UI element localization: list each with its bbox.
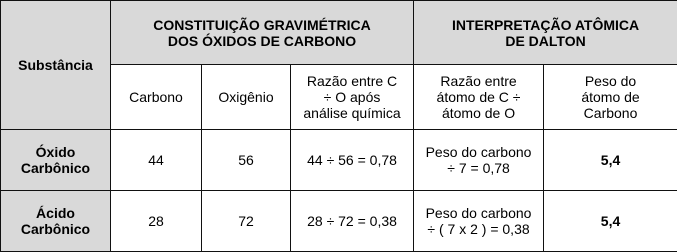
cell-razao-c-o: 28 ÷ 72 = 0,38	[291, 191, 414, 252]
group-header-constituicao: CONSTITUIÇÃO GRAVIMÉTRICA DOS ÓXIDOS DE CARBONO	[111, 1, 414, 65]
table-row	[1, 130, 677, 191]
column-header-peso-atomo: Peso do átomo de Carbono	[544, 65, 677, 130]
row-substance-acido: Ácido Carbônico	[1, 191, 111, 252]
row-substance-oxido: Óxido Carbônico	[1, 130, 111, 191]
column-header-razao-atomo: Razão entre átomo de C ÷ átomo de O	[414, 65, 544, 130]
table-row	[1, 191, 677, 252]
cell-oxigenio: 72	[202, 191, 291, 252]
group-header-interpretacao: INTERPRETAÇÃO ATÔMICA DE DALTON	[414, 1, 677, 65]
cell-peso-atomo: 5,4	[544, 191, 677, 252]
column-header-carbono: Carbono	[111, 65, 202, 130]
cell-carbono: 28	[111, 191, 202, 252]
cell-razao-atomo: Peso do carbono ÷ 7 = 0,78	[414, 130, 544, 191]
cell-razao-atomo: Peso do carbono ÷ ( 7 x 2 ) = 0,38	[414, 191, 544, 252]
column-header-razao-c-o: Razão entre C ÷ O após análise química	[291, 65, 414, 130]
cell-oxigenio: 56	[202, 130, 291, 191]
cell-peso-atomo: 5,4	[544, 130, 677, 191]
substance-header: Substância	[1, 1, 111, 130]
cell-carbono: 44	[111, 130, 202, 191]
column-header-oxigenio: Oxigênio	[202, 65, 291, 130]
cell-razao-c-o: 44 ÷ 56 = 0,78	[291, 130, 414, 191]
